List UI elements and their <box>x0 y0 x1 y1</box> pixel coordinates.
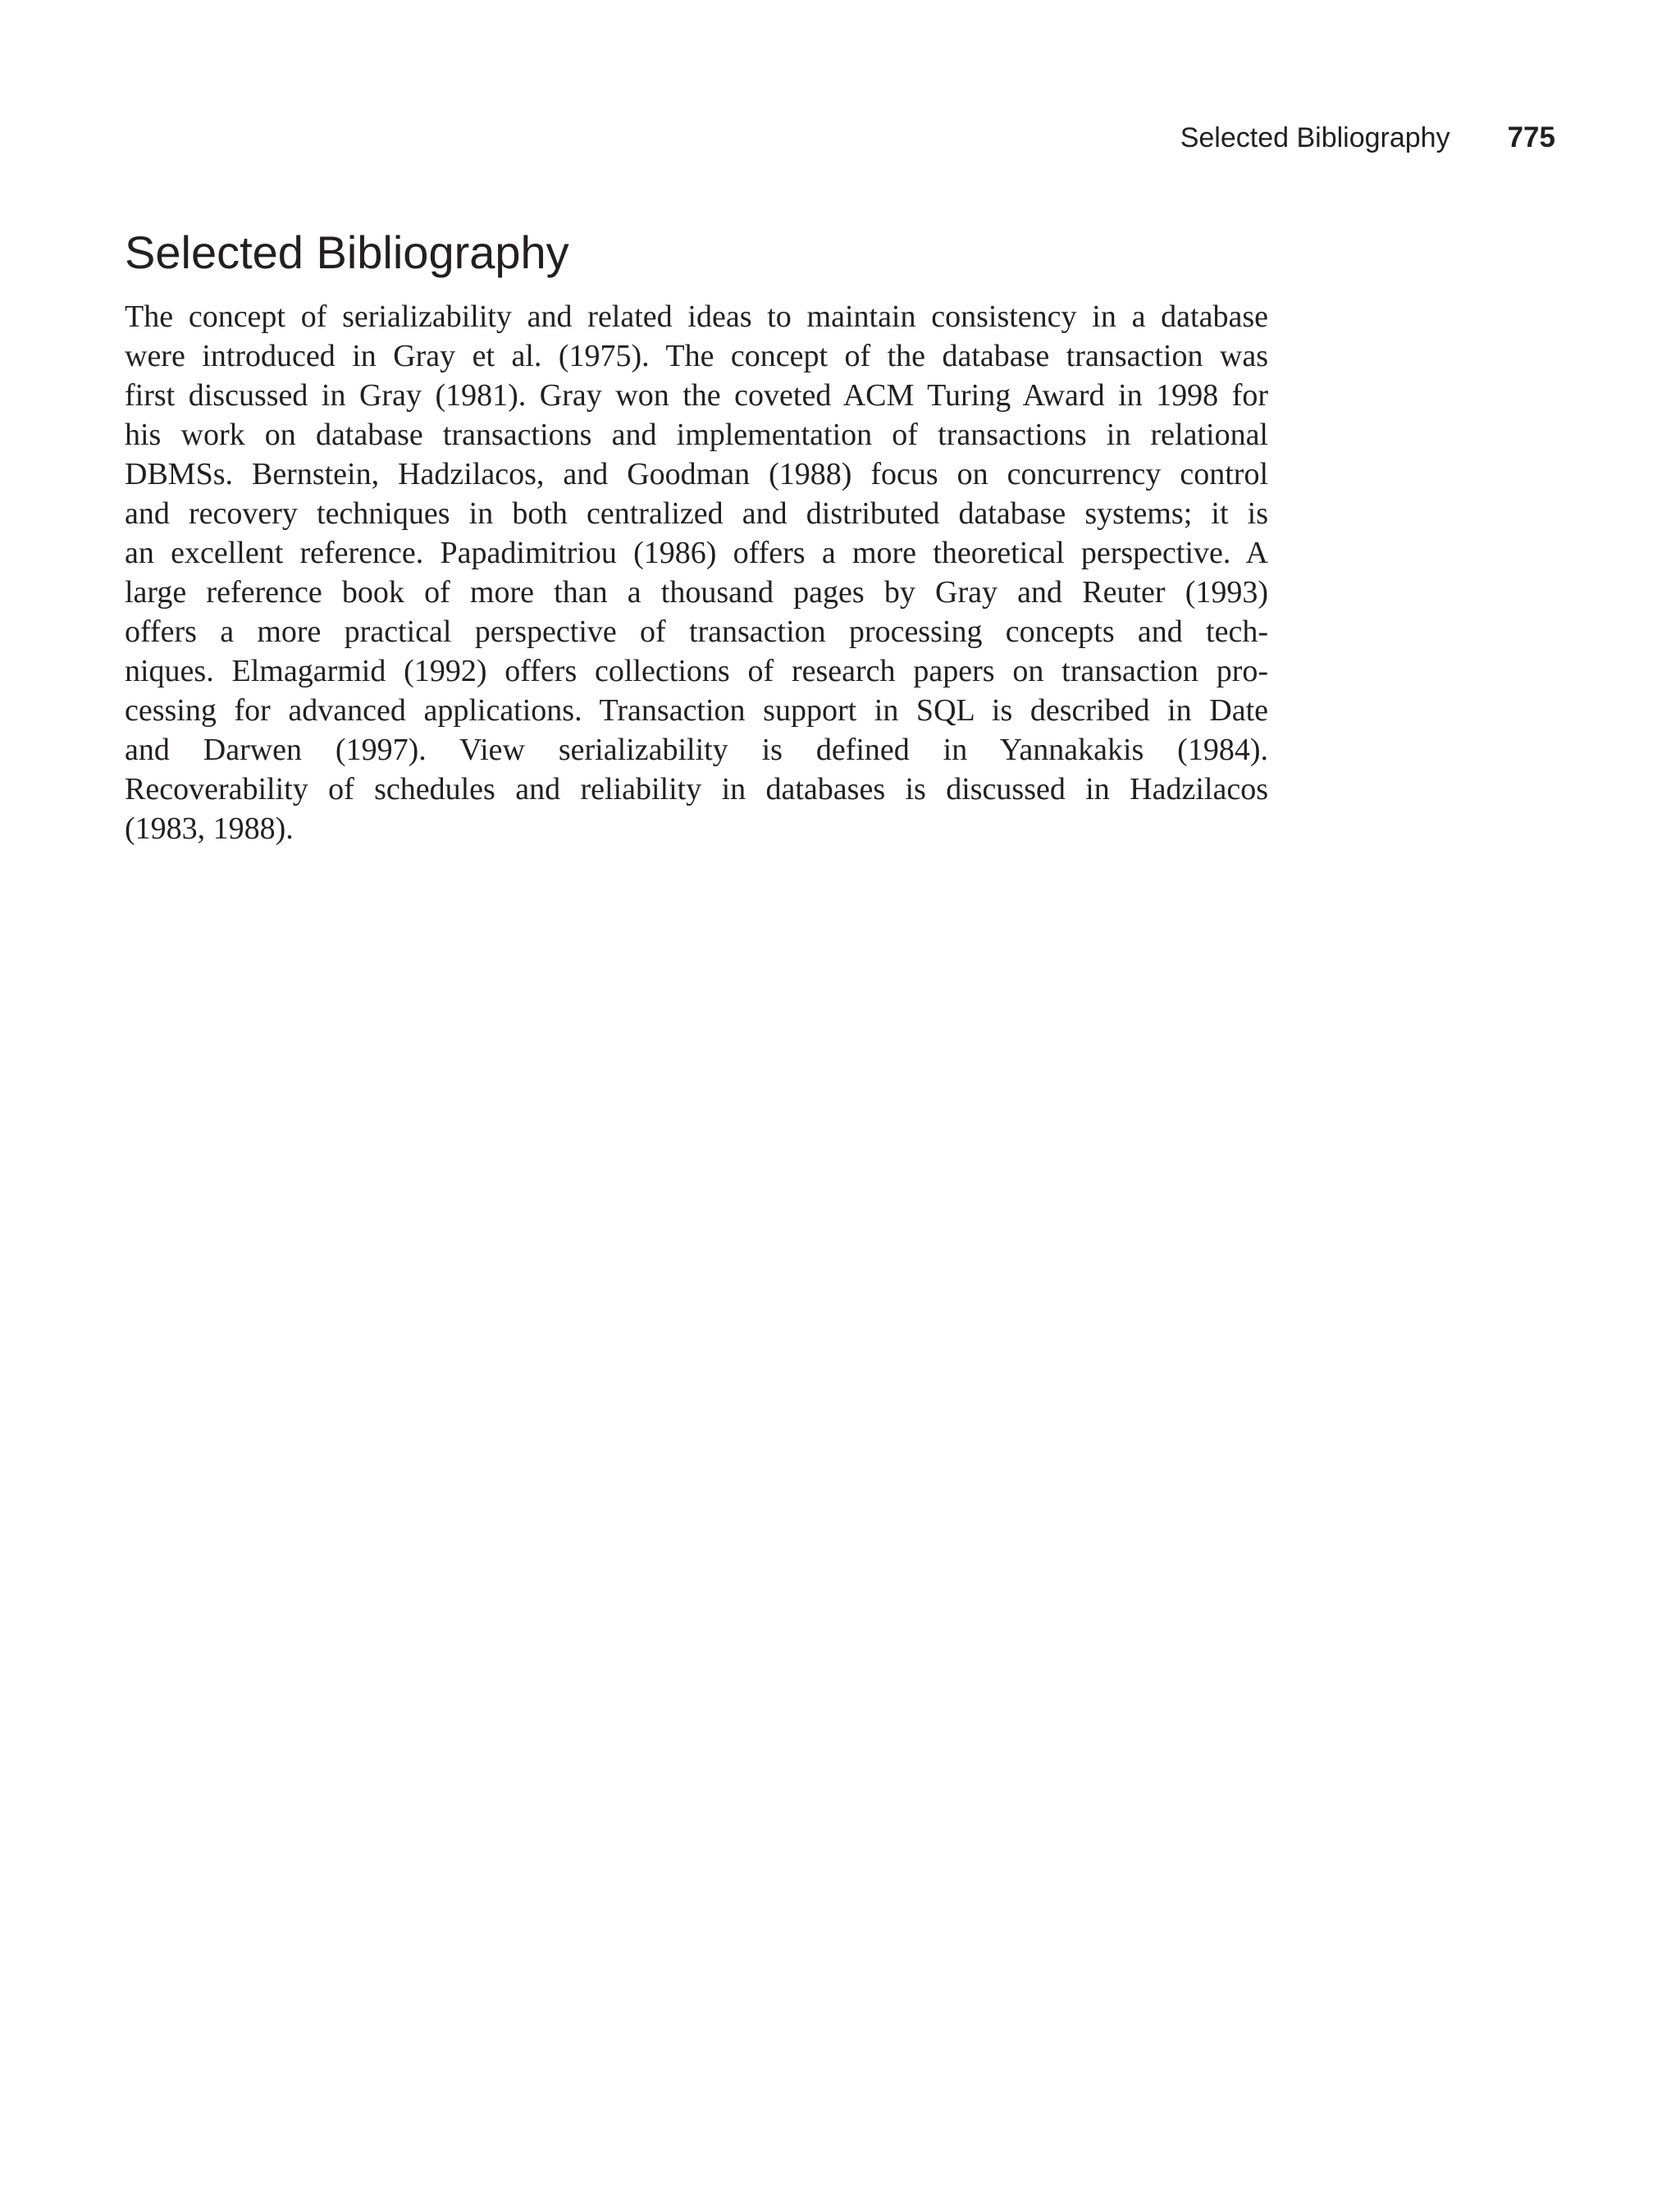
paragraph-line: an excellent reference. Papadimitriou (1986) offers a more theoretical perspective. A <box>125 536 1268 570</box>
paragraph-line: his work on database transactions and implementation of transactions in relational <box>125 418 1268 452</box>
paragraph-line: cessing for advanced applications. Transaction support in SQL is described in Date <box>125 693 1268 728</box>
paragraph-line: first discussed in Gray (1981). Gray won the coveted ACM Turing Award in 1998 for <box>125 378 1268 413</box>
paragraph-line: and Darwen (1997). View serializability is defined in Yannakakis (1984). <box>125 733 1268 767</box>
running-header-title: Selected Bibliography <box>1180 121 1450 153</box>
paragraph-line: (1983, 1988). <box>125 811 294 846</box>
paragraph-line: Recoverability of schedules and reliability in databases is discussed in Hadzilacos <box>125 772 1268 806</box>
paragraph-line: offers a more practical perspective of transaction processing concepts and tech- <box>125 614 1268 649</box>
paragraph-line: large reference book of more than a thousand pages by Gray and Reuter (1993) <box>125 575 1268 610</box>
section-heading: Selected Bibliography <box>125 226 569 278</box>
paragraph-line: DBMSs. Bernstein, Hadzilacos, and Goodman (1988) focus on concurrency control <box>125 457 1268 491</box>
paragraph-line: niques. Elmagarmid (1992) offers collections of research papers on transaction pro- <box>125 654 1268 688</box>
paragraph-line: and recovery techniques in both centralized and distributed database systems; it is <box>125 496 1268 531</box>
running-header <box>1180 120 1555 156</box>
page-number: 775 <box>1507 121 1555 153</box>
bibliography-paragraph <box>125 297 1268 848</box>
paragraph-line: were introduced in Gray et al. (1975). The concept of the database transaction was <box>125 339 1268 373</box>
paragraph-line: The concept of serializability and related ideas to maintain consistency in a database <box>125 299 1268 334</box>
